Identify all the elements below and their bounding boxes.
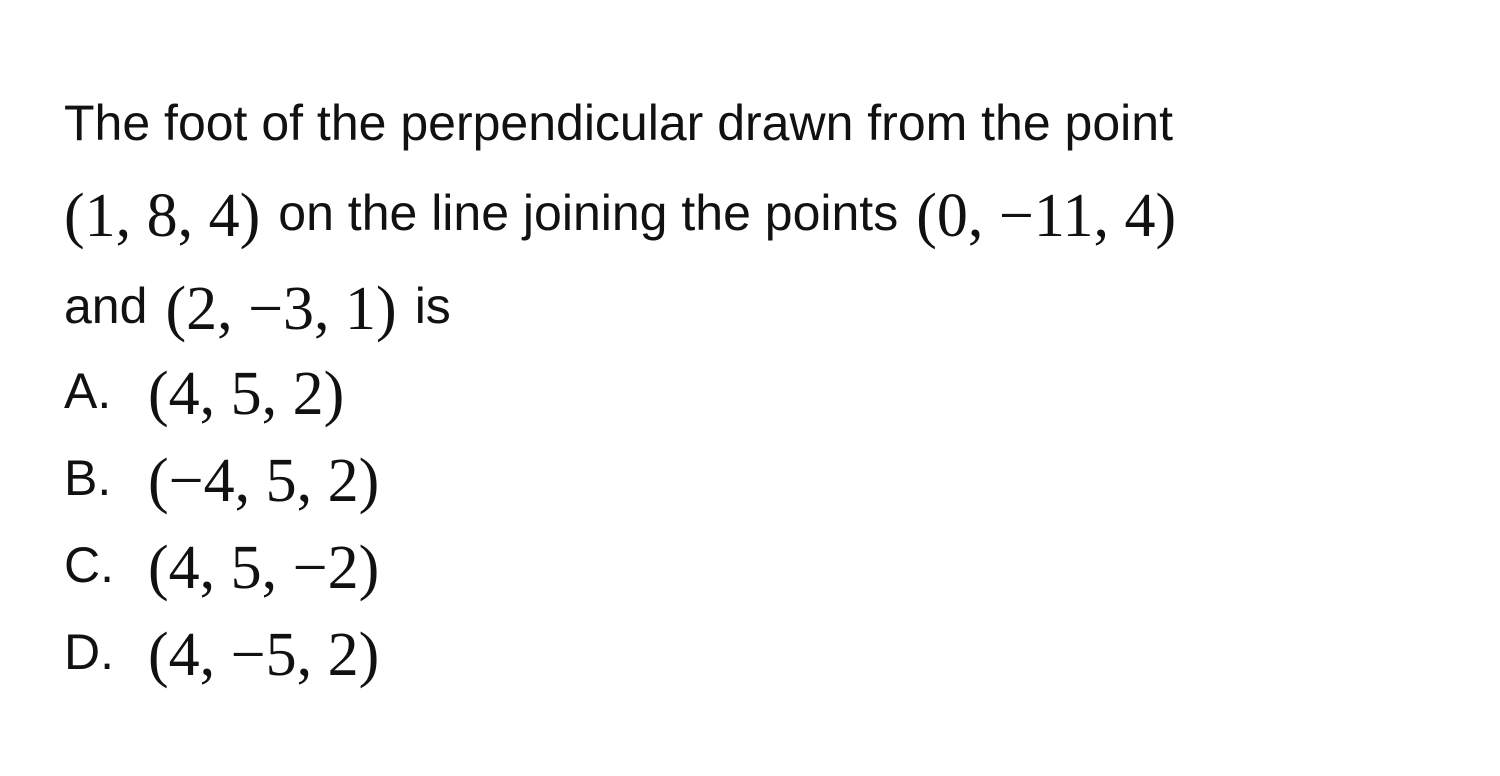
option-d-value: (4, −5, 2) xyxy=(148,621,380,689)
option-c-value: (4, 5, −2) xyxy=(148,534,380,602)
question-stem-line-3 xyxy=(64,275,451,343)
question-stem-line-2 xyxy=(64,182,1177,250)
option-d-label: D. xyxy=(64,624,114,680)
option-c-label: C. xyxy=(64,537,114,593)
option-a-label: A. xyxy=(64,363,112,419)
point-b: (2, −3, 1) xyxy=(165,275,397,343)
option-d xyxy=(64,621,380,689)
stem-text-1: The foot of the perpendicular drawn from the point xyxy=(64,95,1173,151)
point-p: (1, 8, 4) xyxy=(64,182,261,250)
option-a-value: (4, 5, 2) xyxy=(148,360,345,428)
point-a: (0, −11, 4) xyxy=(916,182,1177,250)
stem-text-3-end: is xyxy=(414,278,451,334)
stem-text-2: on the line joining the points xyxy=(278,185,899,241)
option-c xyxy=(64,534,380,602)
option-b-value: (−4, 5, 2) xyxy=(148,447,380,515)
option-a xyxy=(64,360,345,428)
stem-text-3: and xyxy=(64,278,148,334)
option-b xyxy=(64,447,380,515)
question-stem-line-1 xyxy=(64,95,1173,151)
option-b-label: B. xyxy=(64,450,112,506)
